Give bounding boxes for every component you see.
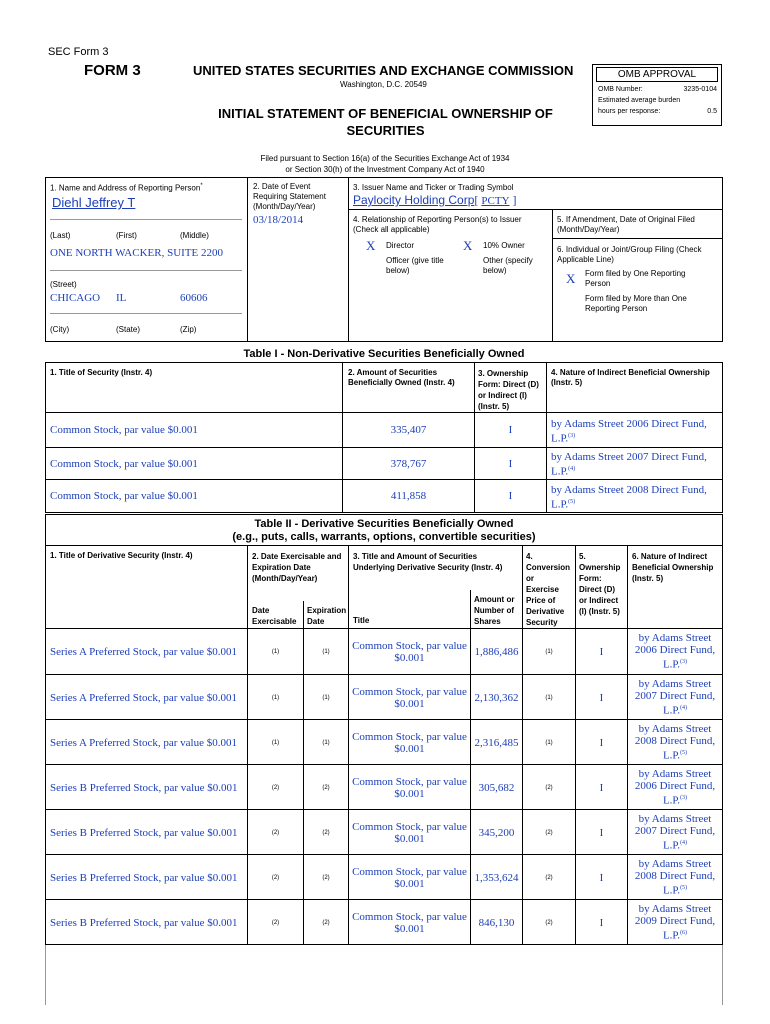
footnote-ref: (3)	[680, 659, 688, 666]
table1-security-title: Common Stock, par value $0.001	[50, 457, 198, 470]
more-reporting-persons-line-2: Reporting Person	[585, 304, 648, 313]
table2-title-line-1: Table II - Derivative Securities Beneficially Owned	[254, 518, 514, 530]
ownership-form: I	[599, 871, 604, 884]
table1-nature-line-1: by Adams Street 2008 Direct Fund,	[551, 484, 707, 496]
footnote-ref: (4)	[680, 840, 688, 847]
omb-burden-label: Estimated average burden	[598, 97, 681, 104]
table1-amount: 335,407	[390, 424, 427, 436]
table2-col6-header-line-2: Beneficial Ownership	[632, 563, 714, 572]
box1-label: 1. Name and Address of Reporting Person*	[50, 183, 203, 193]
amount-of-shares-header	[474, 594, 514, 627]
conversion-price-footnote: (2)	[545, 874, 553, 881]
ownership-form: I	[599, 645, 604, 658]
table1-col4-header-line-1: 4. Nature of Indirect Beneficial Ownership	[551, 368, 710, 377]
middle-name-caption: (Middle)	[180, 231, 209, 240]
box3-label: 3. Issuer Name and Ticker or Trading Symbol	[353, 183, 514, 192]
form-title: FORM 3	[84, 62, 141, 79]
date-exercisable-footnote: (2)	[271, 829, 280, 836]
underlying-security-title-line-2: $0.001	[394, 697, 425, 710]
underlying-security-title-line-1: Common Stock, par value	[352, 685, 467, 698]
nature-of-ownership-lp: L.P.	[662, 794, 681, 807]
ownership-form: I	[599, 916, 604, 929]
expiration-date-footnote: (2)	[322, 829, 330, 836]
filed-pursuant-line-2: or Section 30(h) of the Investment Company Act of 1940	[285, 165, 485, 174]
table1-col4-header-line-2: (Instr. 5)	[551, 378, 583, 387]
expiration-date-header-line-2: Date	[307, 617, 325, 626]
underlying-security-title-line-1: Common Stock, par value	[352, 775, 467, 788]
footnote-ref: (4)	[568, 466, 576, 472]
table2-col5-header-line-5: or Indirect	[579, 596, 619, 605]
table1-title: Table I - Non-Derivative Securities Beneficially Owned	[243, 348, 525, 360]
table2-col4-header-line-4: Exercise	[526, 585, 559, 594]
conversion-price-footnote: (2)	[545, 784, 553, 791]
nature-of-ownership	[628, 720, 722, 765]
nature-of-ownership-line-2: 2007 Direct Fund,	[634, 690, 716, 703]
box6-label-line-1: 6. Individual or Joint/Group Filing (Check	[557, 245, 702, 254]
ticker-bracket-close: ]	[509, 193, 517, 207]
nature-of-ownership	[628, 810, 722, 855]
nature-of-ownership-line-1: by Adams Street	[638, 813, 712, 826]
table2-col2-header-line-3: (Month/Day/Year)	[252, 574, 318, 583]
nature-of-ownership-line-2: 2006 Direct Fund,	[634, 780, 716, 793]
sec-form-label: SEC Form 3	[48, 46, 109, 58]
city-value: CHICAGO	[50, 292, 101, 304]
nature-of-ownership-line-3	[663, 837, 687, 852]
nature-of-ownership-line-2: 2009 Direct Fund,	[634, 915, 716, 928]
issuer-line	[353, 193, 517, 208]
box2-label-line-2: Requiring Statement	[253, 192, 326, 201]
more-reporting-persons-line-1: Form filed by More than One	[585, 294, 687, 303]
date-exercisable-header-line-1: Date	[252, 606, 270, 615]
underlying-shares: 1,353,624	[474, 871, 519, 884]
box2-label	[253, 182, 326, 212]
expiration-date-footnote: (1)	[322, 694, 330, 701]
underlying-security-title	[349, 765, 470, 810]
table1-nature	[551, 418, 719, 445]
table1-col1-header: 1. Title of Security (Instr. 4)	[50, 368, 153, 377]
box2-label-line-3: (Month/Day/Year)	[253, 202, 316, 211]
underlying-security-title	[349, 629, 470, 674]
nature-of-ownership	[628, 675, 722, 720]
nature-of-ownership-line-1: by Adams Street	[638, 903, 712, 916]
omb-number-value: 3235-0104	[683, 86, 717, 93]
omb-number-label: OMB Number:	[598, 86, 643, 93]
officer-label	[386, 256, 444, 276]
last-name-caption: (Last)	[50, 231, 71, 240]
date-exercisable-header-line-2: Exercisable	[252, 617, 297, 626]
table2-col4-header-line-2: Conversion	[526, 563, 571, 572]
nature-of-ownership-lp: L.P.	[662, 704, 681, 717]
one-reporting-person-label	[585, 269, 686, 289]
table1-nature-line-2: L.P.$^{(3)}$	[551, 432, 576, 445]
ticker-link[interactable]: PCTY	[481, 195, 510, 207]
table2-col3-header	[353, 551, 502, 573]
table1-nature-line-1: by Adams Street 2007 Direct Fund,	[551, 451, 707, 463]
statement-title-line-2: SECURITIES	[346, 123, 425, 138]
underlying-security-title-line-2: $0.001	[394, 877, 425, 890]
conversion-price-footnote: (1)	[545, 739, 553, 746]
director-check-mark[interactable]: X	[366, 238, 376, 253]
table2-col1-header: 1. Title of Derivative Security (Instr. 4)	[50, 551, 193, 560]
street-caption: (Street)	[50, 280, 77, 289]
table2-col4-header-line-7: Security	[526, 618, 558, 627]
underlying-security-title-line-1: Common Stock, par value	[352, 865, 467, 878]
nature-of-ownership	[628, 855, 722, 900]
expiration-date-header	[307, 605, 346, 627]
derivative-security-title: Series B Preferred Stock, par value $0.001	[50, 916, 238, 929]
table1-col2-header-line-1: 2. Amount of Securities	[348, 368, 438, 377]
underlying-security-title-line-2: $0.001	[394, 651, 425, 664]
table1-security-title: Common Stock, par value $0.001	[50, 490, 198, 502]
nature-of-ownership-line-3	[663, 927, 687, 942]
filed-pursuant	[200, 153, 570, 175]
ten-percent-owner-label: 10% Owner	[483, 241, 525, 250]
state-caption: (State)	[116, 325, 141, 334]
other-label-line-2: below)	[483, 266, 507, 275]
underlying-security-title-line-1: Common Stock, par value	[352, 820, 467, 833]
expiration-date-footnote: (1)	[322, 648, 330, 655]
table2-title-line-2: (e.g., puts, calls, warrants, options, convertible securities)	[232, 531, 536, 543]
ownership-form: I	[599, 691, 604, 704]
nature-of-ownership-line-2: 2008 Direct Fund,	[634, 735, 716, 748]
nature-of-ownership-line-1: by Adams Street	[638, 632, 712, 645]
table2-col5-header-line-1: 5.	[579, 552, 586, 561]
table1-col3-header-line-4: (Instr. 5)	[478, 402, 510, 411]
nature-of-ownership-line-1: by Adams Street	[638, 678, 712, 691]
underlying-security-title	[349, 900, 470, 945]
table1-col3-header-line-1: 3. Ownership	[478, 369, 529, 378]
one-reporting-person-line-2: Person	[585, 279, 611, 288]
nature-of-ownership	[628, 765, 722, 810]
nature-of-ownership-lp: L.P.	[662, 839, 681, 852]
table2-col2-header-line-2: Expiration Date	[252, 563, 311, 572]
derivative-security-title: Series A Preferred Stock, par value $0.001	[50, 645, 237, 658]
underlying-security-title-line-2: $0.001	[394, 742, 425, 755]
statement-title	[218, 105, 553, 139]
nature-of-ownership-line-2: 2008 Direct Fund,	[634, 870, 716, 883]
box2-label-line-1: 2. Date of Event	[253, 182, 311, 191]
table2-col6-header-line-1: 6. Nature of Indirect	[632, 552, 708, 561]
reporting-person-name-link[interactable]: Diehl Jeffrey T	[52, 195, 136, 210]
other-label-line-1: Other (specify	[483, 256, 533, 265]
filed-pursuant-line-1: Filed pursuant to Section 16(a) of the Securities Exchange Act of 1934	[260, 154, 510, 163]
table1-ownership-form: I	[508, 424, 513, 436]
amount-of-shares-header-line-2: Number of	[474, 606, 514, 615]
underlying-security-title-line-1: Common Stock, par value	[352, 639, 467, 652]
underlying-security-title	[349, 810, 470, 855]
table2-col5-header-line-2: Ownership	[579, 563, 621, 572]
expiration-date-header-line-1: Expiration	[307, 606, 347, 615]
box5-label-line-1: 5. If Amendment, Date of Original Filed	[557, 215, 695, 224]
nature-of-ownership-line-3	[663, 747, 687, 762]
date-exercisable-footnote: (1)	[271, 694, 280, 701]
conversion-price-footnote: (2)	[545, 919, 553, 926]
one-reporting-person-check-mark[interactable]: X	[566, 271, 576, 286]
table2-col6-header-line-3: (Instr. 5)	[632, 574, 664, 583]
first-name-caption: (First)	[116, 231, 137, 240]
expiration-date-footnote: (2)	[322, 874, 330, 881]
state-value: IL	[116, 292, 127, 304]
table2-col5-header	[579, 551, 620, 617]
nature-of-ownership-lp: L.P.	[662, 658, 681, 671]
derivative-security-title: Series A Preferred Stock, par value $0.001	[50, 736, 237, 749]
footnote-ref: (6)	[680, 930, 688, 937]
table2-col4-header	[526, 551, 570, 628]
ten-percent-owner-check-mark[interactable]: X	[463, 238, 473, 253]
table1-nature	[551, 484, 719, 511]
box5-label	[557, 215, 695, 235]
underlying-security-title	[349, 720, 470, 765]
commission-title: UNITED STATES SECURITIES AND EXCHANGE COMMISSION	[193, 63, 574, 78]
underlying-shares: 1,886,486	[474, 645, 519, 658]
one-reporting-person-line-1: Form filed by One Reporting	[585, 269, 686, 278]
date-exercisable-footnote: (2)	[271, 919, 280, 926]
expiration-date-footnote: (2)	[322, 784, 330, 791]
nature-of-ownership-lp: L.P.	[662, 749, 681, 762]
omb-hours-label: hours per response:	[598, 108, 661, 115]
nature-of-ownership-line-3	[663, 882, 687, 897]
nature-of-ownership-line-2: 2007 Direct Fund,	[634, 825, 716, 838]
table1-nature-line-2: L.P.$^{(4)}$	[551, 465, 576, 478]
underlying-title-header: Title	[353, 616, 370, 625]
table2-col2-header	[252, 551, 341, 584]
table2-col4-header-line-6: Derivative	[526, 607, 565, 616]
underlying-security-title-line-2: $0.001	[394, 787, 425, 800]
underlying-shares: 305,682	[478, 781, 515, 794]
table2-col5-header-line-3: Form:	[579, 574, 602, 583]
amount-of-shares-header-line-1: Amount or	[474, 595, 515, 604]
nature-of-ownership-lp: L.P.	[662, 929, 681, 942]
amount-of-shares-header-line-3: Shares	[474, 617, 501, 626]
table2-col6-header	[632, 551, 713, 584]
footnote-ref: (5)	[680, 750, 688, 757]
table1-amount: 378,767	[390, 457, 427, 470]
box4-label-line-2: (Check all applicable)	[353, 225, 430, 234]
nature-of-ownership-line-2: 2006 Direct Fund,	[634, 644, 716, 657]
zip-caption: (Zip)	[180, 325, 197, 334]
underlying-shares: 2,130,362	[474, 691, 519, 704]
table1-col3-header	[478, 368, 539, 412]
underlying-shares: 345,200	[478, 826, 515, 839]
derivative-security-title: Series B Preferred Stock, par value $0.001	[50, 826, 238, 839]
other-label	[483, 256, 533, 276]
underlying-security-title-line-2: $0.001	[394, 922, 425, 935]
table1-security-title: Common Stock, par value $0.001	[50, 424, 198, 436]
officer-label-line-2: below)	[386, 266, 410, 275]
footnote-ref: (3)	[568, 433, 576, 439]
statement-title-line-1: INITIAL STATEMENT OF BENEFICIAL OWNERSHIP OF	[218, 106, 553, 121]
city-caption: (City)	[50, 325, 70, 334]
table1-ownership-form: I	[508, 490, 513, 502]
conversion-price-footnote: (2)	[545, 829, 553, 836]
table2-col5-header-line-4: Direct (D)	[579, 585, 616, 594]
omb-number-row	[593, 82, 721, 93]
table1-col3-header-line-2: Form: Direct (D)	[478, 380, 539, 389]
omb-hours-row	[593, 104, 721, 115]
ticker-bracket-open: [	[474, 193, 482, 207]
table1-nature-line-1: by Adams Street 2006 Direct Fund,	[551, 418, 707, 430]
ownership-form: I	[599, 826, 604, 839]
nature-of-ownership-line-1: by Adams Street	[638, 768, 712, 781]
director-label: Director	[386, 241, 415, 250]
table1-amount: 411,858	[390, 490, 427, 502]
derivative-security-title: Series B Preferred Stock, par value $0.001	[50, 781, 238, 794]
box5-label-line-2: (Month/Day/Year)	[557, 225, 620, 234]
nature-of-ownership-line-3	[663, 702, 687, 717]
date-exercisable-footnote: (2)	[271, 784, 280, 791]
box4-label-line-1: 4. Relationship of Reporting Person(s) to Issuer	[353, 215, 522, 224]
footnote-ref: (5)	[568, 499, 576, 505]
date-exercisable-footnote: (2)	[271, 874, 280, 881]
ownership-form: I	[599, 736, 604, 749]
ownership-form: I	[599, 781, 604, 794]
underlying-security-title-line-1: Common Stock, par value	[352, 910, 467, 923]
expiration-date-footnote: (1)	[322, 739, 330, 746]
date-exercisable-header	[252, 605, 296, 627]
nature-of-ownership-line-1: by Adams Street	[638, 723, 712, 736]
table2-col3-header-line-1: 3. Title and Amount of Securities	[353, 552, 478, 561]
table2-col3-header-line-2: Underlying Derivative Security (Instr. 4)	[353, 563, 503, 572]
underlying-security-title	[349, 675, 470, 720]
issuer-name-link[interactable]: Paylocity Holding Corp	[353, 193, 475, 207]
date-exercisable-footnote: (1)	[271, 739, 280, 746]
nature-of-ownership	[628, 900, 722, 945]
street-value: ONE NORTH WACKER, SUITE 2200	[50, 247, 223, 259]
derivative-security-title: Series B Preferred Stock, par value $0.001	[50, 871, 238, 884]
underlying-security-title-line-2: $0.001	[394, 832, 425, 845]
derivative-security-title: Series A Preferred Stock, par value $0.001	[50, 691, 237, 704]
underlying-shares: 2,316,485	[474, 736, 519, 749]
conversion-price-footnote: (1)	[545, 648, 553, 655]
underlying-security-title	[349, 855, 470, 900]
table1-ownership-form: I	[508, 457, 513, 470]
nature-of-ownership-line-3	[663, 792, 687, 807]
nature-of-ownership-line-1: by Adams Street	[638, 858, 712, 871]
footnote-ref: (5)	[680, 885, 688, 892]
box6-label	[557, 245, 702, 265]
footnote-ref: (3)	[680, 795, 688, 802]
table1-col2-header	[348, 368, 455, 388]
table2-title	[45, 518, 723, 544]
footnote-ref: (4)	[680, 705, 688, 712]
underlying-security-title-line-1: Common Stock, par value	[352, 730, 467, 743]
more-reporting-persons-label	[585, 294, 687, 314]
table2-col2-header-line-1: 2. Date Exercisable and	[252, 552, 342, 561]
omb-approval-title: OMB APPROVAL	[596, 67, 718, 82]
table2-col5-header-line-6: (I) (Instr. 5)	[579, 607, 620, 616]
table2-col4-header-line-5: Price of	[526, 596, 556, 605]
nature-of-ownership-line-3	[663, 656, 687, 671]
table1-col2-header-line-2: Beneficially Owned (Instr. 4)	[348, 378, 455, 387]
box6-label-line-2: Applicable Line)	[557, 255, 614, 264]
officer-label-line-1: Officer (give title	[386, 256, 444, 265]
table1-col4-header	[551, 368, 710, 388]
box4-label	[353, 215, 522, 235]
expiration-date-footnote: (2)	[322, 919, 330, 926]
nature-of-ownership-lp: L.P.	[662, 884, 681, 897]
table1-nature-line-2: L.P.$^{(5)}$	[551, 498, 576, 511]
omb-approval-box	[592, 64, 722, 126]
underlying-shares: 846,130	[478, 916, 515, 929]
conversion-price-footnote: (1)	[545, 694, 553, 701]
table2-col4-header-line-1: 4.	[526, 552, 533, 561]
zip-value: 60606	[180, 292, 208, 304]
table1-nature	[551, 451, 719, 478]
table2-col4-header-line-3: or	[526, 574, 534, 583]
commission-location: Washington, D.C. 20549	[340, 80, 427, 89]
table1-col3-header-line-3: or Indirect (I)	[478, 391, 527, 400]
date-exercisable-footnote: (1)	[271, 648, 280, 655]
nature-of-ownership	[628, 629, 722, 674]
event-date-value: 03/18/2014	[253, 214, 304, 226]
omb-hours-value: 0.5	[707, 108, 717, 115]
